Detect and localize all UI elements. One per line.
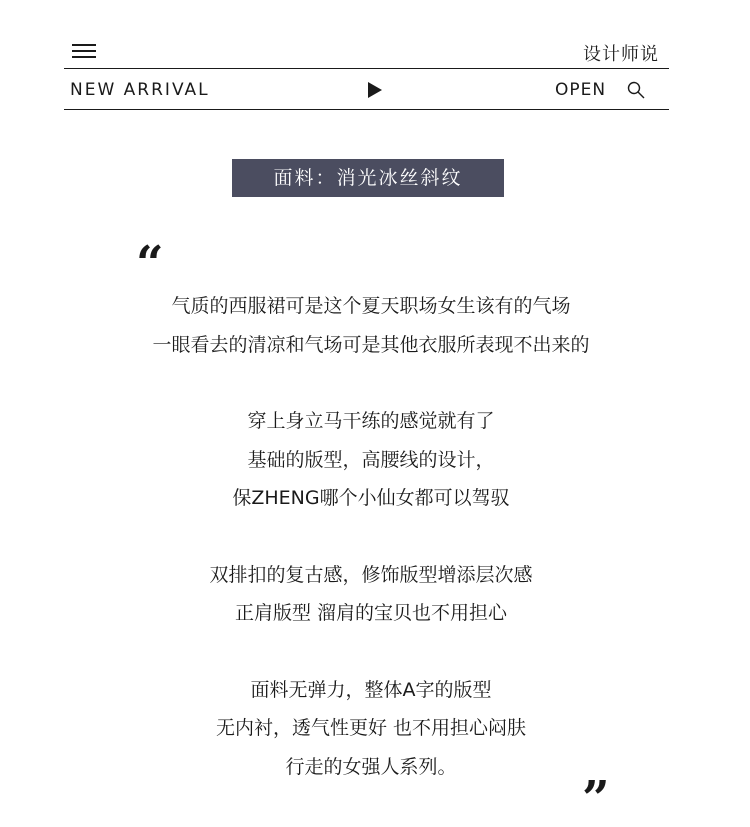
paragraph-3	[0, 556, 742, 633]
text-line: 气质的西服裙可是这个夏天职场女生该有的气场	[171, 295, 571, 317]
text-line: 无内衬，透气性更好 也不用担心闷肤	[215, 717, 527, 739]
paragraph-4	[0, 671, 742, 787]
top-header	[64, 36, 669, 69]
description-text	[0, 287, 742, 786]
hamburger-icon[interactable]	[72, 44, 96, 60]
text-line: 双排扣的复古感，修饰版型增添层次感	[209, 563, 533, 586]
open-button[interactable]: OPEN	[555, 80, 607, 100]
open-quote-mark: “	[136, 236, 164, 292]
brand-title: 设计师说	[583, 44, 659, 65]
text-line: 保ZHENG哪个小仙女都可以驾驭	[232, 487, 510, 509]
fabric-badge: 面料：消光冰丝斜纹	[232, 159, 504, 197]
text-line: 行走的女强人系列。	[285, 755, 457, 778]
search-icon[interactable]	[627, 81, 645, 99]
text-line: 基础的版型，高腰线的设计，	[247, 448, 495, 471]
paragraph-1	[0, 287, 742, 364]
text-line: 一眼看去的清凉和气场可是其他衣服所表现不出来的	[152, 333, 590, 356]
paragraph-2	[0, 402, 742, 518]
close-quote-mark: ”	[582, 771, 610, 827]
text-line: 面料无弹力，整体A字的版型	[250, 678, 492, 701]
play-icon[interactable]	[368, 82, 382, 98]
text-line: 穿上身立马干练的感觉就有了	[247, 410, 495, 432]
new-arrival-label[interactable]: NEW ARRIVAL	[70, 80, 210, 100]
nav-bar	[64, 69, 669, 110]
text-line: 正肩版型 溜肩的宝贝也不用担心	[234, 602, 508, 624]
